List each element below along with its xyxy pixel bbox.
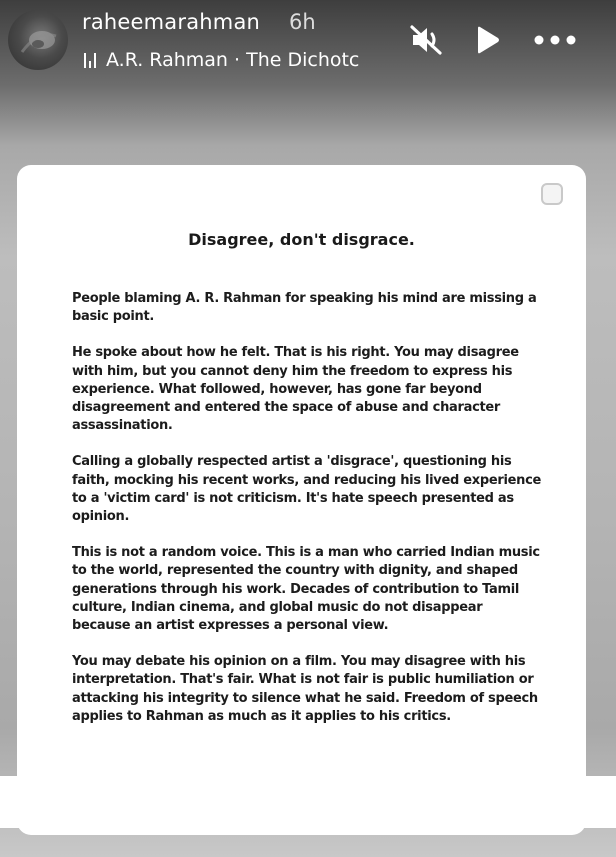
bottom-overlay-band: [0, 776, 616, 828]
username[interactable]: raheemarahman: [82, 10, 261, 34]
document-paragraph: Calling a globally respected artist a 'disgrace', questioning his faith, mocking his recent works, and reducing his lived experience to a 'victim card' is not criticism. It's hate speech presented as opinion.: [72, 454, 542, 525]
play-button[interactable]: [470, 24, 504, 56]
music-bars-icon: [84, 52, 96, 68]
profile-avatar[interactable]: [8, 10, 68, 70]
document-title: Disagree, don't disgrace.: [188, 230, 415, 249]
music-track-label: A.R. Rahman · The Dichotc: [106, 49, 360, 71]
more-options-icon: [533, 34, 577, 46]
document-paragraph: You may debate his opinion on a film. You may disagree with his interpretation. That's fair. What is not fair is public humiliation or attacking his integrity to silence what he said. Freedom of speech applies to Rahman as much as it applies to his critics.: [72, 654, 538, 724]
document-body: [72, 290, 542, 744]
mute-button[interactable]: [408, 24, 446, 56]
music-attribution[interactable]: [84, 49, 359, 71]
document-paragraph: This is not a random voice. This is a man who carried Indian music to the world, represented the country with dignity, and shaped generations through his work. Decades of contribution to Tamil culture, Indian cinema, and global music do not disappear because an artist expresses a personal view.: [72, 545, 540, 634]
post-time: 6h: [289, 10, 316, 34]
select-checkbox-icon: [541, 183, 563, 205]
avatar-image-icon: [8, 10, 68, 70]
more-options-button[interactable]: [530, 24, 580, 56]
document-paragraph: People blaming A. R. Rahman for speaking his mind are missing a basic point.: [72, 291, 537, 325]
document-paragraph: He spoke about how he felt. That is his right. You may disagree with him, but you cannot deny him the freedom to express his experience. What followed, however, has gone far beyond disagreement and entered the space of abuse and character assassination.: [72, 345, 519, 434]
speaker-muted-icon: [409, 24, 445, 56]
story-header: [0, 0, 616, 90]
shared-document-card: [17, 165, 586, 835]
play-icon: [473, 25, 501, 55]
